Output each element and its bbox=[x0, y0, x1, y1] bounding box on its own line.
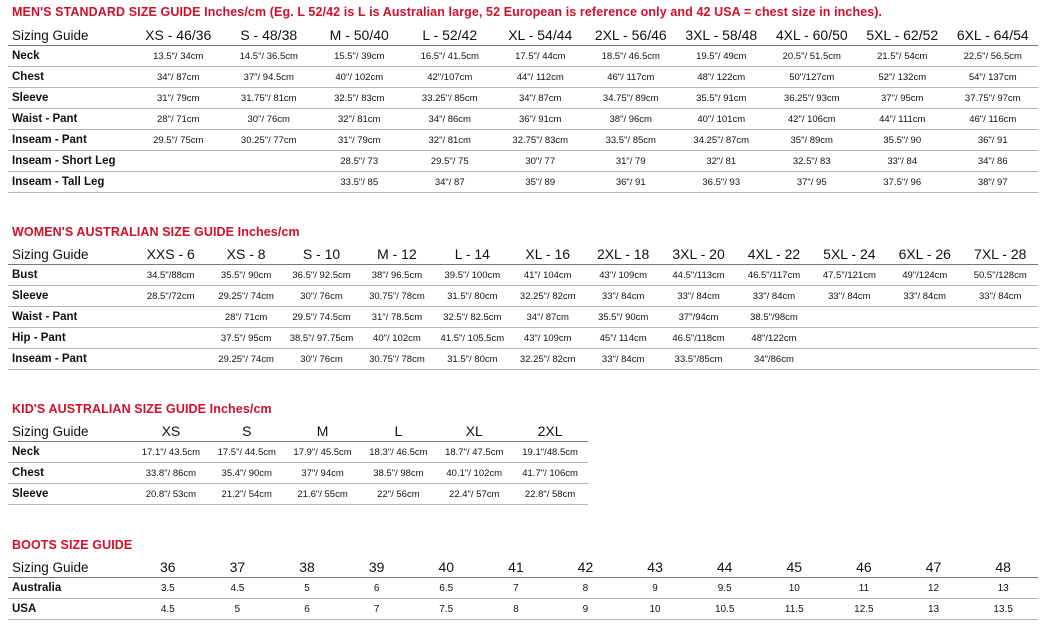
mens-cell: 35"/ 89cm bbox=[767, 130, 858, 151]
mens-size-table bbox=[8, 25, 1038, 193]
womens-cell: 47.5"/121cm bbox=[812, 265, 887, 286]
boots-cell: 7.5 bbox=[411, 599, 481, 620]
womens-cell: 33"/ 84cm bbox=[736, 286, 811, 307]
womens-size-header-xxs-6: XXS - 6 bbox=[133, 244, 208, 265]
boots-size-header-45: 45 bbox=[759, 557, 829, 578]
womens-cell bbox=[887, 307, 962, 328]
mens-cell: 38"/ 96cm bbox=[586, 109, 677, 130]
mens-cell: 40"/ 101cm bbox=[676, 109, 767, 130]
mens-size-header-l-52-42: L - 52/42 bbox=[405, 25, 496, 46]
kids-size-header-s: S bbox=[209, 421, 285, 442]
boots-size-header-46: 46 bbox=[829, 557, 899, 578]
boots-size-header-40: 40 bbox=[411, 557, 481, 578]
mens-cell: 46"/ 116cm bbox=[948, 109, 1039, 130]
mens-cell: 37.75"/ 97cm bbox=[948, 88, 1039, 109]
womens-row-hip-pant bbox=[8, 328, 1038, 349]
mens-cell: 48"/ 122cm bbox=[676, 67, 767, 88]
mens-cell: 34"/ 87cm bbox=[495, 88, 586, 109]
mens-cell: 36.25"/ 93cm bbox=[767, 88, 858, 109]
mens-cell: 18.5"/ 46.5cm bbox=[586, 46, 677, 67]
womens-cell: 38.5"/ 97.75cm bbox=[284, 328, 359, 349]
boots-cell: 3.5 bbox=[133, 578, 203, 599]
mens-sizing-guide-label: Sizing Guide bbox=[8, 25, 133, 46]
boots-cell: 10 bbox=[620, 599, 690, 620]
boots-cell: 13.5 bbox=[968, 599, 1038, 620]
boots-header-row bbox=[8, 557, 1038, 578]
mens-cell: 31"/ 79 bbox=[586, 151, 677, 172]
mens-size-guide-title: MEN'S STANDARD SIZE GUIDE Inches/cm (Eg. L 52/42 is L is Australian large, 52 European is reference only and 42 USA = chest size in inches). bbox=[12, 5, 883, 19]
mens-cell: 32"/ 81cm bbox=[405, 130, 496, 151]
kids-size-header-m: M bbox=[285, 421, 361, 442]
mens-size-header-s-48-38: S - 48/38 bbox=[224, 25, 315, 46]
womens-size-guide-title: WOMEN'S AUSTRALIAN SIZE GUIDE Inches/cm bbox=[12, 225, 300, 239]
boots-size-header-37: 37 bbox=[203, 557, 273, 578]
mens-cell: 36.5"/ 93 bbox=[676, 172, 767, 193]
mens-row-label: Inseam - Pant bbox=[8, 130, 133, 151]
womens-cell: 28"/ 71cm bbox=[208, 307, 283, 328]
womens-cell bbox=[133, 307, 208, 328]
womens-cell bbox=[887, 349, 962, 370]
boots-cell: 12.5 bbox=[829, 599, 899, 620]
womens-cell: 29.25"/ 74cm bbox=[208, 286, 283, 307]
womens-cell: 32.25"/ 82cm bbox=[510, 349, 585, 370]
mens-cell: 37"/ 94.5cm bbox=[224, 67, 315, 88]
mens-row-label: Neck bbox=[8, 46, 133, 67]
womens-cell bbox=[962, 328, 1038, 349]
boots-cell: 9 bbox=[551, 599, 621, 620]
mens-cell: 35"/ 89 bbox=[495, 172, 586, 193]
kids-cell: 19.1"/48.5cm bbox=[512, 442, 588, 463]
womens-row-sleeve bbox=[8, 286, 1038, 307]
womens-cell bbox=[887, 328, 962, 349]
kids-cell: 33.8"/ 86cm bbox=[133, 463, 209, 484]
womens-cell: 40"/ 102cm bbox=[359, 328, 434, 349]
kids-cell: 22"/ 56cm bbox=[360, 484, 436, 505]
womens-cell: 30"/ 76cm bbox=[284, 286, 359, 307]
womens-cell: 33.5"/85cm bbox=[661, 349, 736, 370]
boots-cell: 13 bbox=[968, 578, 1038, 599]
womens-cell: 33"/ 84cm bbox=[585, 349, 660, 370]
womens-cell: 46.5"/117cm bbox=[736, 265, 811, 286]
mens-cell: 34.25"/ 87cm bbox=[676, 130, 767, 151]
womens-cell: 37.5"/ 95cm bbox=[208, 328, 283, 349]
mens-cell: 29.5"/ 75 bbox=[405, 151, 496, 172]
mens-cell bbox=[224, 172, 315, 193]
boots-cell: 11.5 bbox=[759, 599, 829, 620]
kids-cell: 22.8"/ 58cm bbox=[512, 484, 588, 505]
womens-cell: 46.5"/118cm bbox=[661, 328, 736, 349]
womens-size-header-4xl-22: 4XL - 22 bbox=[736, 244, 811, 265]
womens-cell: 35.5"/ 90cm bbox=[208, 265, 283, 286]
boots-size-header-47: 47 bbox=[899, 557, 969, 578]
womens-cell: 30.75"/ 78cm bbox=[359, 286, 434, 307]
mens-cell: 33"/ 84 bbox=[857, 151, 948, 172]
mens-cell: 35.5"/ 90 bbox=[857, 130, 948, 151]
mens-cell: 34"/ 86 bbox=[948, 151, 1039, 172]
mens-cell: 32.5"/ 83cm bbox=[314, 88, 405, 109]
kids-cell: 41.7"/ 106cm bbox=[512, 463, 588, 484]
womens-cell: 41.5"/ 105.5cm bbox=[435, 328, 510, 349]
boots-size-header-39: 39 bbox=[342, 557, 412, 578]
kids-cell: 21.2"/ 54cm bbox=[209, 484, 285, 505]
mens-cell: 44"/ 112cm bbox=[495, 67, 586, 88]
boots-cell: 4.5 bbox=[133, 599, 203, 620]
boots-cell: 7 bbox=[481, 578, 551, 599]
womens-size-header-m-12: M - 12 bbox=[359, 244, 434, 265]
mens-cell: 31"/ 79cm bbox=[133, 88, 224, 109]
mens-row-label: Inseam - Tall Leg bbox=[8, 172, 133, 193]
womens-cell: 34.5"/88cm bbox=[133, 265, 208, 286]
kids-cell: 17.1"/ 43.5cm bbox=[133, 442, 209, 463]
kids-size-table bbox=[8, 421, 588, 505]
womens-size-header-xl-16: XL - 16 bbox=[510, 244, 585, 265]
mens-cell: 28.5"/ 73 bbox=[314, 151, 405, 172]
mens-cell bbox=[133, 151, 224, 172]
mens-header-row bbox=[8, 25, 1038, 46]
womens-size-header-3xl-20: 3XL - 20 bbox=[661, 244, 736, 265]
kids-cell: 20.8"/ 53cm bbox=[133, 484, 209, 505]
womens-size-header-7xl-28: 7XL - 28 bbox=[962, 244, 1038, 265]
mens-row-label: Chest bbox=[8, 67, 133, 88]
mens-cell: 13.5"/ 34cm bbox=[133, 46, 224, 67]
mens-cell bbox=[224, 151, 315, 172]
kids-size-header-2xl: 2XL bbox=[512, 421, 588, 442]
womens-size-header-l-14: L - 14 bbox=[435, 244, 510, 265]
boots-cell: 4.5 bbox=[203, 578, 273, 599]
womens-cell: 33"/ 84cm bbox=[962, 286, 1038, 307]
boots-row-label: Australia bbox=[8, 578, 133, 599]
mens-cell: 42"/107cm bbox=[405, 67, 496, 88]
kids-row-label: Neck bbox=[8, 442, 133, 463]
womens-cell: 49"/124cm bbox=[887, 265, 962, 286]
mens-cell: 36"/ 91 bbox=[586, 172, 677, 193]
mens-row-sleeve bbox=[8, 88, 1038, 109]
womens-size-table bbox=[8, 244, 1038, 370]
mens-cell: 37.5"/ 96 bbox=[857, 172, 948, 193]
womens-cell: 43"/ 109cm bbox=[510, 328, 585, 349]
womens-cell: 35.5"/ 90cm bbox=[585, 307, 660, 328]
mens-row-waist-pant bbox=[8, 109, 1038, 130]
mens-cell: 31.75"/ 81cm bbox=[224, 88, 315, 109]
kids-cell: 38.5"/ 98cm bbox=[360, 463, 436, 484]
boots-size-guide-title: BOOTS SIZE GUIDE bbox=[12, 538, 133, 552]
womens-row-label: Inseam - Pant bbox=[8, 349, 133, 370]
boots-size-header-48: 48 bbox=[968, 557, 1038, 578]
mens-cell: 38"/ 97 bbox=[948, 172, 1039, 193]
womens-cell: 39.5"/ 100cm bbox=[435, 265, 510, 286]
boots-row-usa bbox=[8, 599, 1038, 620]
womens-cell: 31"/ 78.5cm bbox=[359, 307, 434, 328]
boots-size-header-41: 41 bbox=[481, 557, 551, 578]
womens-sizing-guide-label: Sizing Guide bbox=[8, 244, 133, 265]
boots-cell: 9 bbox=[620, 578, 690, 599]
mens-cell: 33.25"/ 85cm bbox=[405, 88, 496, 109]
mens-cell: 22.5"/ 56.5cm bbox=[948, 46, 1039, 67]
kids-row-label: Chest bbox=[8, 463, 133, 484]
mens-cell: 20.5"/ 51.5cm bbox=[767, 46, 858, 67]
boots-cell: 10.5 bbox=[690, 599, 760, 620]
womens-cell: 50.5"/128cm bbox=[962, 265, 1038, 286]
womens-cell: 33"/ 84cm bbox=[812, 286, 887, 307]
mens-cell: 17.5"/ 44cm bbox=[495, 46, 586, 67]
boots-cell: 6 bbox=[342, 578, 412, 599]
womens-cell: 36.5"/ 92.5cm bbox=[284, 265, 359, 286]
womens-cell bbox=[812, 328, 887, 349]
boots-cell: 9.5 bbox=[690, 578, 760, 599]
boots-size-table bbox=[8, 557, 1038, 620]
womens-cell: 28.5"/72cm bbox=[133, 286, 208, 307]
mens-cell: 15.5"/ 39cm bbox=[314, 46, 405, 67]
womens-cell bbox=[962, 307, 1038, 328]
mens-cell: 37"/ 95 bbox=[767, 172, 858, 193]
boots-cell: 5 bbox=[272, 578, 342, 599]
kids-cell: 37"/ 94cm bbox=[285, 463, 361, 484]
womens-header-row bbox=[8, 244, 1038, 265]
mens-cell: 36"/ 91 bbox=[948, 130, 1039, 151]
womens-cell: 44.5"/113cm bbox=[661, 265, 736, 286]
mens-cell: 32"/ 81cm bbox=[314, 109, 405, 130]
mens-cell: 33.5"/ 85cm bbox=[586, 130, 677, 151]
womens-size-header-5xl-24: 5XL - 24 bbox=[812, 244, 887, 265]
womens-cell: 29.5"/ 74.5cm bbox=[284, 307, 359, 328]
boots-row-australia bbox=[8, 578, 1038, 599]
kids-size-header-xl: XL bbox=[436, 421, 512, 442]
kids-cell: 40.1"/ 102cm bbox=[436, 463, 512, 484]
mens-cell: 42"/ 106cm bbox=[767, 109, 858, 130]
mens-row-inseam-pant bbox=[8, 130, 1038, 151]
mens-cell bbox=[133, 172, 224, 193]
womens-row-label: Hip - Pant bbox=[8, 328, 133, 349]
womens-cell: 45"/ 114cm bbox=[585, 328, 660, 349]
mens-cell: 32.75"/ 83cm bbox=[495, 130, 586, 151]
womens-cell: 32.5"/ 82.5cm bbox=[435, 307, 510, 328]
womens-cell: 30.75"/ 78cm bbox=[359, 349, 434, 370]
womens-cell bbox=[812, 349, 887, 370]
kids-size-guide-title: KID'S AUSTRALIAN SIZE GUIDE Inches/cm bbox=[12, 402, 272, 416]
boots-cell: 7 bbox=[342, 599, 412, 620]
boots-size-header-38: 38 bbox=[272, 557, 342, 578]
boots-size-header-36: 36 bbox=[133, 557, 203, 578]
womens-cell bbox=[962, 349, 1038, 370]
womens-row-waist-pant bbox=[8, 307, 1038, 328]
boots-cell: 6 bbox=[272, 599, 342, 620]
womens-cell: 32.25"/ 82cm bbox=[510, 286, 585, 307]
boots-cell: 12 bbox=[899, 578, 969, 599]
womens-cell: 34"/86cm bbox=[736, 349, 811, 370]
womens-cell: 43"/ 109cm bbox=[585, 265, 660, 286]
mens-size-header-xl-54-44: XL - 54/44 bbox=[495, 25, 586, 46]
womens-size-header-2xl-18: 2XL - 18 bbox=[585, 244, 660, 265]
kids-cell: 17.5"/ 44.5cm bbox=[209, 442, 285, 463]
kids-cell: 18.7"/ 47.5cm bbox=[436, 442, 512, 463]
kids-cell: 17.9"/ 45.5cm bbox=[285, 442, 361, 463]
mens-cell: 31"/ 79cm bbox=[314, 130, 405, 151]
mens-row-inseam-short-leg bbox=[8, 151, 1038, 172]
womens-cell bbox=[133, 349, 208, 370]
womens-cell: 37"/94cm bbox=[661, 307, 736, 328]
mens-cell: 40"/ 102cm bbox=[314, 67, 405, 88]
mens-cell: 32"/ 81 bbox=[676, 151, 767, 172]
boots-cell: 13 bbox=[899, 599, 969, 620]
mens-cell: 34.75"/ 89cm bbox=[586, 88, 677, 109]
mens-cell: 33.5"/ 85 bbox=[314, 172, 405, 193]
womens-cell bbox=[133, 328, 208, 349]
womens-cell bbox=[812, 307, 887, 328]
mens-cell: 52"/ 132cm bbox=[857, 67, 948, 88]
mens-row-label: Sleeve bbox=[8, 88, 133, 109]
boots-cell: 10 bbox=[759, 578, 829, 599]
mens-size-header-5xl-62-52: 5XL - 62/52 bbox=[857, 25, 948, 46]
womens-size-header-s-10: S - 10 bbox=[284, 244, 359, 265]
mens-cell: 36"/ 91cm bbox=[495, 109, 586, 130]
mens-cell: 30"/ 76cm bbox=[224, 109, 315, 130]
womens-row-label: Waist - Pant bbox=[8, 307, 133, 328]
womens-row-inseam-pant bbox=[8, 349, 1038, 370]
boots-cell: 5 bbox=[203, 599, 273, 620]
boots-cell: 8 bbox=[551, 578, 621, 599]
womens-cell: 38.5"/98cm bbox=[736, 307, 811, 328]
mens-cell: 44"/ 111cm bbox=[857, 109, 948, 130]
womens-cell: 29.25"/ 74cm bbox=[208, 349, 283, 370]
kids-size-header-l: L bbox=[360, 421, 436, 442]
mens-cell: 35.5"/ 91cm bbox=[676, 88, 767, 109]
mens-cell: 30.25"/ 77cm bbox=[224, 130, 315, 151]
boots-cell: 6.5 bbox=[411, 578, 481, 599]
mens-cell: 30"/ 77 bbox=[495, 151, 586, 172]
mens-cell: 37"/ 95cm bbox=[857, 88, 948, 109]
mens-size-header-xs-46-36: XS - 46/36 bbox=[133, 25, 224, 46]
womens-cell: 41"/ 104cm bbox=[510, 265, 585, 286]
womens-cell: 33"/ 84cm bbox=[887, 286, 962, 307]
womens-cell: 33"/ 84cm bbox=[585, 286, 660, 307]
boots-sizing-guide-label: Sizing Guide bbox=[8, 557, 133, 578]
boots-cell: 11 bbox=[829, 578, 899, 599]
boots-size-header-44: 44 bbox=[690, 557, 760, 578]
mens-cell: 34"/ 87 bbox=[405, 172, 496, 193]
kids-size-header-xs: XS bbox=[133, 421, 209, 442]
mens-cell: 34"/ 87cm bbox=[133, 67, 224, 88]
kids-row-chest bbox=[8, 463, 588, 484]
mens-size-header-m-50-40: M - 50/40 bbox=[314, 25, 405, 46]
womens-size-header-6xl-26: 6XL - 26 bbox=[887, 244, 962, 265]
mens-cell: 54"/ 137cm bbox=[948, 67, 1039, 88]
kids-cell: 35.4"/ 90cm bbox=[209, 463, 285, 484]
mens-cell: 19.5"/ 49cm bbox=[676, 46, 767, 67]
mens-row-label: Waist - Pant bbox=[8, 109, 133, 130]
womens-cell: 30"/ 76cm bbox=[284, 349, 359, 370]
kids-sizing-guide-label: Sizing Guide bbox=[8, 421, 133, 442]
boots-size-header-42: 42 bbox=[551, 557, 621, 578]
womens-cell: 48"/122cm bbox=[736, 328, 811, 349]
kids-row-label: Sleeve bbox=[8, 484, 133, 505]
mens-cell: 21.5"/ 54cm bbox=[857, 46, 948, 67]
kids-cell: 21.6"/ 55cm bbox=[285, 484, 361, 505]
mens-size-header-4xl-60-50: 4XL - 60/50 bbox=[767, 25, 858, 46]
mens-row-neck bbox=[8, 46, 1038, 67]
mens-cell: 32.5"/ 83 bbox=[767, 151, 858, 172]
kids-cell: 22.4"/ 57cm bbox=[436, 484, 512, 505]
womens-cell: 38"/ 96.5cm bbox=[359, 265, 434, 286]
mens-cell: 29.5"/ 75cm bbox=[133, 130, 224, 151]
mens-cell: 50"/127cm bbox=[767, 67, 858, 88]
mens-row-label: Inseam - Short Leg bbox=[8, 151, 133, 172]
kids-row-sleeve bbox=[8, 484, 588, 505]
mens-cell: 16.5"/ 41.5cm bbox=[405, 46, 496, 67]
womens-cell: 33"/ 84cm bbox=[661, 286, 736, 307]
mens-size-header-3xl-58-48: 3XL - 58/48 bbox=[676, 25, 767, 46]
womens-row-bust bbox=[8, 265, 1038, 286]
mens-cell: 46"/ 117cm bbox=[586, 67, 677, 88]
boots-size-header-43: 43 bbox=[620, 557, 690, 578]
womens-cell: 31.5"/ 80cm bbox=[435, 349, 510, 370]
kids-header-row bbox=[8, 421, 588, 442]
mens-cell: 28"/ 71cm bbox=[133, 109, 224, 130]
kids-row-neck bbox=[8, 442, 588, 463]
womens-cell: 31.5"/ 80cm bbox=[435, 286, 510, 307]
womens-cell: 34"/ 87cm bbox=[510, 307, 585, 328]
boots-row-label: USA bbox=[8, 599, 133, 620]
womens-row-label: Sleeve bbox=[8, 286, 133, 307]
mens-row-inseam-tall-leg bbox=[8, 172, 1038, 193]
mens-row-chest bbox=[8, 67, 1038, 88]
mens-cell: 14.5"/ 36.5cm bbox=[224, 46, 315, 67]
mens-size-header-2xl-56-46: 2XL - 56/46 bbox=[586, 25, 677, 46]
womens-row-label: Bust bbox=[8, 265, 133, 286]
womens-size-header-xs-8: XS - 8 bbox=[208, 244, 283, 265]
mens-cell: 34"/ 86cm bbox=[405, 109, 496, 130]
mens-size-header-6xl-64-54: 6XL - 64/54 bbox=[948, 25, 1039, 46]
kids-cell: 18.3"/ 46.5cm bbox=[360, 442, 436, 463]
boots-cell: 8 bbox=[481, 599, 551, 620]
